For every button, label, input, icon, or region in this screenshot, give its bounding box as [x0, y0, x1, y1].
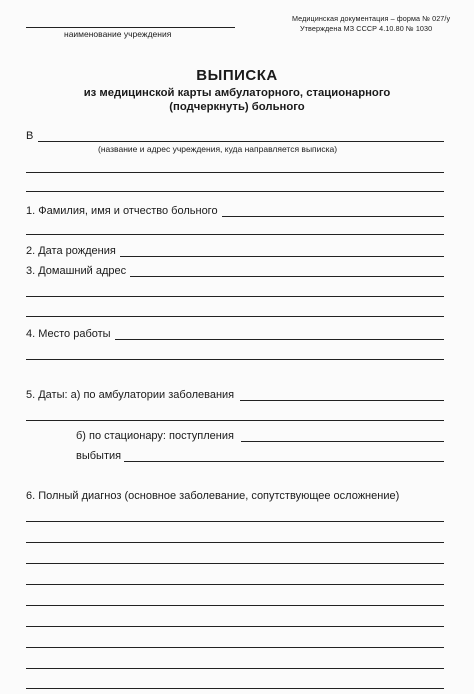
doc-approval-label: Утверждена МЗ СССР 4.10.80 № 1030 [300, 24, 433, 33]
home-address-blank-line-2[interactable] [26, 316, 444, 317]
diagnosis-line-3[interactable] [26, 563, 444, 564]
dates-outpatient-blank-line[interactable] [26, 420, 444, 421]
admission-field-line[interactable] [241, 441, 444, 442]
workplace-blank-line[interactable] [26, 359, 444, 360]
form-title: ВЫПИСКА [196, 67, 278, 84]
diagnosis-line-2[interactable] [26, 542, 444, 543]
dates-outpatient-field-line[interactable] [240, 400, 444, 401]
doc-form-label: Медицинская документация – форма № 027/у [292, 14, 451, 23]
discharge-field-line[interactable] [124, 461, 444, 462]
home-address-blank-line-1[interactable] [26, 296, 444, 297]
to-field-line[interactable] [38, 141, 444, 142]
name-field-line[interactable] [222, 216, 444, 217]
diagnosis-line-9[interactable] [26, 688, 444, 689]
institution-caption: наименование учреждения [64, 29, 172, 39]
home-address-label: 3. Домашний адрес [26, 265, 127, 277]
institution-line [26, 27, 235, 28]
to-caption: (название и адрес учреждения, куда направляется выписка) [98, 144, 338, 154]
to-blank-line-1[interactable] [26, 172, 444, 173]
diagnosis-line-6[interactable] [26, 626, 444, 627]
name-blank-line[interactable] [26, 234, 444, 235]
to-label: В [26, 130, 34, 142]
diagnosis-line-5[interactable] [26, 605, 444, 606]
diagnosis-line-8[interactable] [26, 668, 444, 669]
dates-outpatient-label: 5. Даты: а) по амбулатории заболевания [26, 389, 235, 401]
diagnosis-line-7[interactable] [26, 647, 444, 648]
form-subtitle-line1: из медицинской карты амбулаторного, стационарного [83, 87, 391, 99]
workplace-label: 4. Место работы [26, 328, 111, 340]
diagnosis-line-4[interactable] [26, 584, 444, 585]
name-label: 1. Фамилия, имя и отчество больного [26, 205, 218, 217]
diagnosis-line-1[interactable] [26, 521, 444, 522]
workplace-field-line[interactable] [115, 339, 444, 340]
discharge-label: выбытия [76, 450, 122, 462]
to-blank-line-2[interactable] [26, 191, 444, 192]
birth-date-field-line[interactable] [120, 256, 444, 257]
form-subtitle-line2: (подчеркнуть) больного [169, 101, 305, 113]
home-address-field-line[interactable] [130, 276, 444, 277]
admission-label: б) по стационару: поступления [76, 430, 234, 442]
diagnosis-label: 6. Полный диагноз (основное заболевание, сопутствующее осложнение) [26, 490, 400, 502]
birth-date-label: 2. Дата рождения [26, 245, 116, 257]
